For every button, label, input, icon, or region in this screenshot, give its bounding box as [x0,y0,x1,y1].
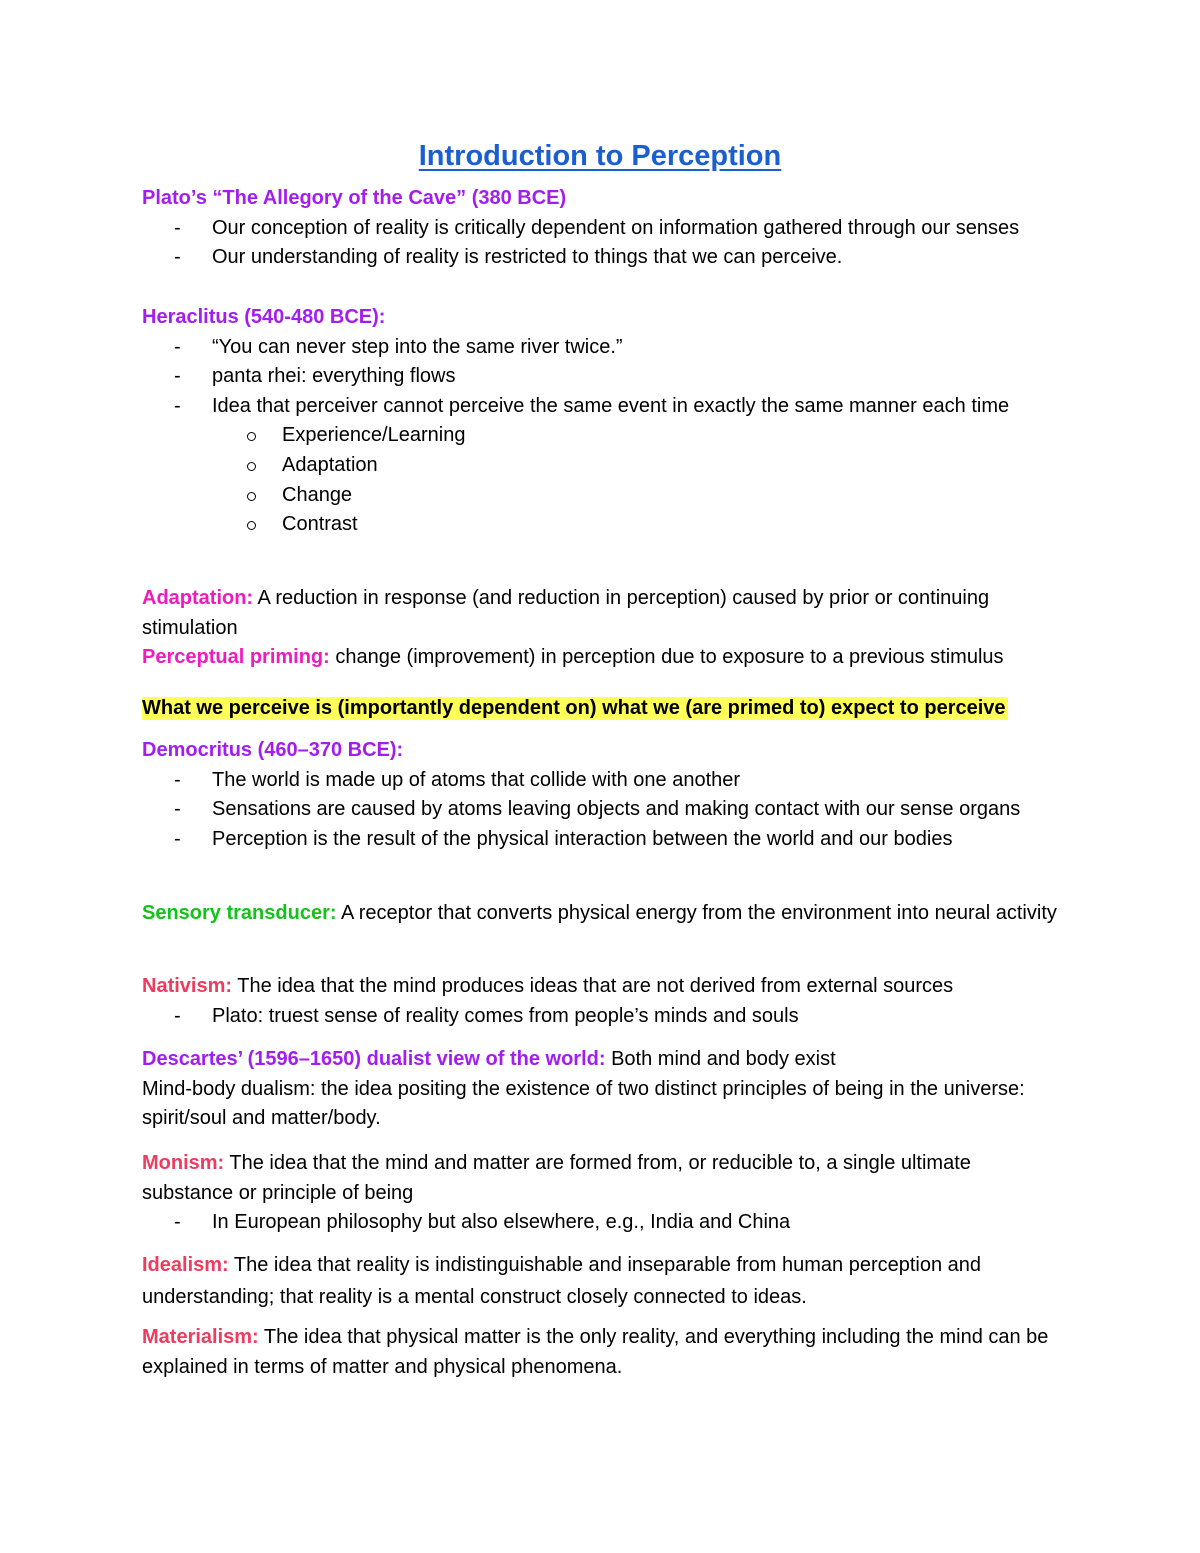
list-item: - panta rhei: everything flows [142,362,1062,392]
nativism-term: Nativism: [142,975,233,997]
democritus-section [142,736,1062,854]
materialism-term: Materialism: [142,1326,259,1348]
descartes-text: Both mind and body exist [605,1048,836,1070]
materialism-section [142,1323,1062,1382]
monism-text: The idea that the mind and matter are formed from, or reducible to, a single ultimate substance or principle of being [142,1152,971,1204]
dualism-definition: Mind-body dualism: the idea positing the existence of two distinct principles of being in the universe: spirit/soul and matter/body. [142,1077,1025,1130]
heraclitus-heading: Heraclitus (540-480 BCE): [142,306,386,328]
priming-definition [142,643,1062,673]
transducer-text: A receptor that converts physical energy from the environment into neural activity [336,902,1057,924]
transducer-section [142,899,1062,929]
descartes-term: Descartes’ (1596–1650) dualist view of the world: [142,1048,606,1070]
sub-list-item: Adaptation [142,451,1062,481]
monism-section [142,1149,1062,1238]
nativism-definition [142,972,1062,1002]
page-title: Introduction to Perception [418,140,782,172]
list-item: - Perception is the result of the physical interaction between the world and our bodies [142,825,1062,855]
monism-definition [142,1149,1062,1208]
plato-heading: Plato’s “The Allegory of the Cave” (380 BCE) [142,187,567,209]
idealism-section [142,1250,1062,1313]
list-item: - Our conception of reality is critically dependent on information gathered through our senses [142,214,1062,244]
nativism-section [142,972,1062,1031]
list-item: - Plato: truest sense of reality comes from people’s minds and souls [142,1002,1062,1032]
list-item: - Sensations are caused by atoms leaving objects and making contact with our sense organs [142,795,1062,825]
heraclitus-section [142,303,1062,540]
adaptation-text: A reduction in response (and reduction in perception) caused by prior or continuing stimulation [142,587,990,639]
list-item: - Our understanding of reality is restricted to things that we can perceive. [142,243,1062,273]
priming-term: Perceptual priming: [142,646,330,669]
list-item: - “You can never step into the same river twice.” [142,333,1062,363]
idealism-text: The idea that reality is indistinguishable and inseparable from human perception and understanding; that reality is a mental construct closely connected to ideas. [142,1254,982,1308]
sub-list-item: Experience/Learning [142,421,1062,451]
descartes-definition [142,1045,1062,1075]
list-item: - Idea that perceiver cannot perceive the same event in exactly the same manner each time [142,392,1062,422]
idealism-term: Idealism: [142,1254,229,1276]
list-item: - In European philosophy but also elsewhere, e.g., India and China [142,1208,1062,1238]
sub-list-item: Change [142,481,1062,511]
adaptation-section [142,584,1062,673]
nativism-text: The idea that the mind produces ideas that are not derived from external sources [232,975,954,997]
sub-list-item: Contrast [142,510,1062,540]
monism-term: Monism: [142,1152,225,1174]
highlighted-statement: What we perceive is (importantly dependent on) what we (are primed to) expect to perceive [142,697,1006,719]
adaptation-definition [142,584,1062,643]
adaptation-term: Adaptation: [142,587,254,609]
materialism-text: The idea that physical matter is the only reality, and everything including the mind can be explained in terms of matter and physical phenomena. [142,1326,1049,1378]
highlight-section [142,694,1062,724]
priming-text: change (improvement) in perception due to exposure to a previous stimulus [329,646,1004,669]
descartes-section [142,1045,1062,1134]
transducer-term: Sensory transducer: [142,902,337,924]
democritus-heading: Democritus (460–370 BCE): [142,739,404,761]
list-item: - The world is made up of atoms that collide with one another [142,766,1062,796]
plato-section [142,184,1062,273]
